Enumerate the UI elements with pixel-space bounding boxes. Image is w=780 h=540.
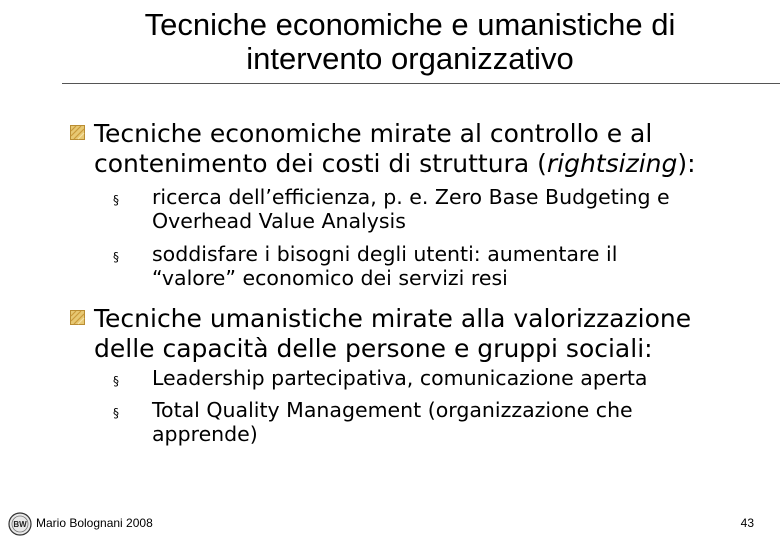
- page-number: 43: [740, 516, 754, 530]
- parchment-square-icon: [70, 310, 85, 325]
- slide-title: [60, 8, 760, 76]
- list-item: Leadership partecipativa, comunicazione aperta: [152, 366, 648, 390]
- list-marker: §: [113, 374, 119, 388]
- footer-author: Mario Bolognani 2008: [36, 516, 153, 530]
- rightsizing-term: rightsizing: [546, 149, 678, 178]
- parchment-square-icon: [70, 125, 85, 140]
- list-item: Total Quality Management (organizzazione che apprende): [152, 398, 633, 446]
- logo-text: BW: [13, 520, 27, 529]
- slide-title-line2: intervento organizzativo: [246, 41, 574, 76]
- slide-title-line1: Tecniche economiche e umanistiche di: [144, 7, 676, 42]
- list-marker: §: [113, 193, 119, 207]
- section-heading-economic: Tecniche economiche mirate al controllo e al contenimento dei costi di struttura (rightsizing):: [94, 119, 696, 178]
- title-divider: [62, 83, 780, 84]
- section-heading-humanistic: Tecniche umanistiche mirate alla valorizzazione delle capacità delle persone e gruppi sociali:: [94, 304, 692, 363]
- author-logo-icon: [8, 512, 32, 536]
- list-marker: §: [113, 406, 119, 420]
- list-marker: §: [113, 250, 119, 264]
- list-item: ricerca dell’efficienza, p. e. Zero Base Budgeting e Overhead Value Analysis: [152, 185, 670, 233]
- list-item: soddisfare i bisogni degli utenti: aumentare il “valore” economico dei servizi resi: [152, 242, 618, 290]
